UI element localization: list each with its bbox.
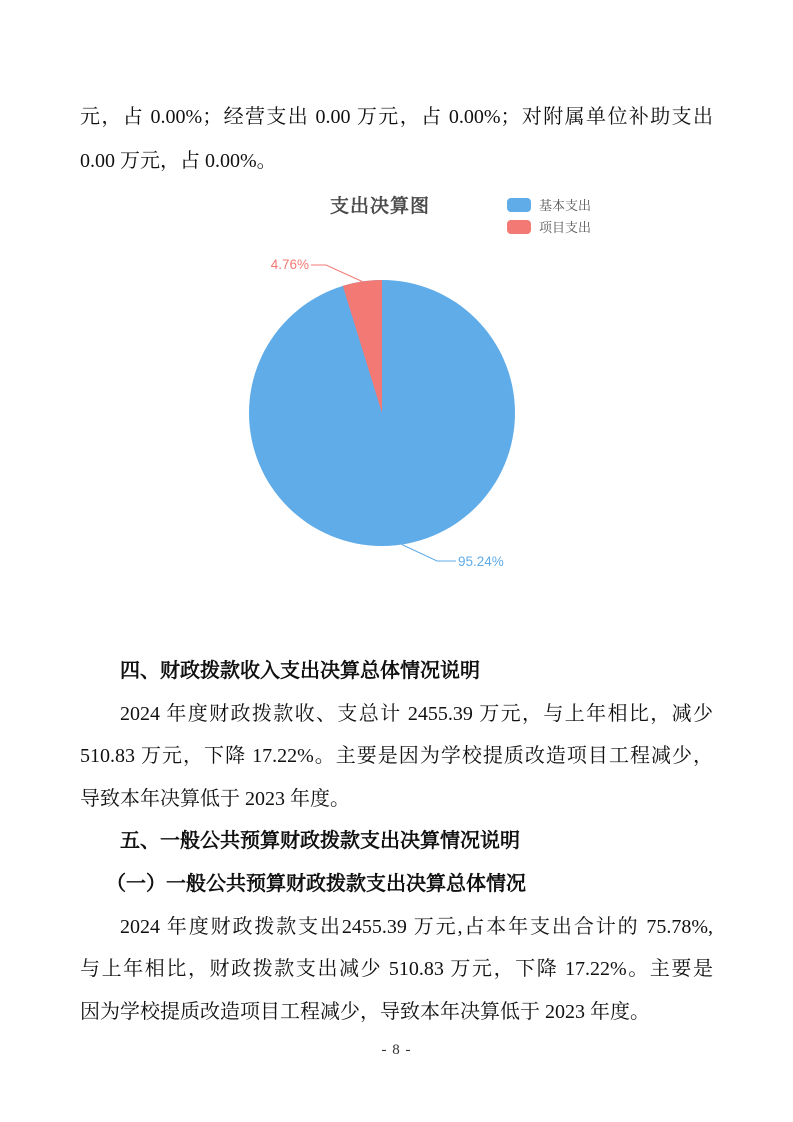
legend-label-project: 项目支出 <box>539 220 592 235</box>
section5-heading: 五、一般公共预算财政拨款支出决算情况说明 <box>120 830 520 853</box>
section4-line-2: 510.83 万元，下降 17.22%。主要是因为学校提质改造项目工程减少， <box>80 745 713 768</box>
legend-swatch-project-icon <box>507 220 531 234</box>
pie-label-project: 4.76% <box>270 257 309 272</box>
section4-heading: 四、财政拨款收入支出决算总体情况说明 <box>120 660 480 682</box>
label-line-basic <box>402 545 456 562</box>
intro-paragraph <box>80 96 713 183</box>
legend-item-basic <box>507 196 591 213</box>
section5-subheading: （一）一般公共预算财政拨款支出决算总体情况 <box>106 872 526 895</box>
section5-line-1: 2024 年度财政拨款支出2455.39 万元,占本年支出合计的 75.78%, <box>120 915 713 938</box>
pie-label-basic: 95.24% <box>458 554 504 569</box>
intro-line-2: 0.00 万元，占 0.00%。 <box>80 149 277 172</box>
section5-line-3: 因为学校提质改造项目工程减少，导致本年决算低于 2023 年度。 <box>80 1000 650 1023</box>
legend-item-project <box>507 218 591 235</box>
section4-line-3: 导致本年决算低于 2023 年度。 <box>80 787 350 810</box>
chart-legend <box>507 196 591 240</box>
legend-label-basic: 基本支出 <box>539 198 592 213</box>
main-text <box>80 650 713 1033</box>
section5-line-2: 与上年相比，财政拨款支出减少 510.83 万元，下降 17.22%。主要是 <box>80 958 713 981</box>
chart-title: 支出决算图 <box>330 196 431 217</box>
label-line-project <box>311 265 362 282</box>
expenditure-pie-chart <box>230 250 560 580</box>
intro-line-1: 元，占 0.00%；经营支出 0.00 万元，占 0.00%；对附属单位补助支出 <box>80 106 713 128</box>
page-number: - 8 - <box>381 1042 412 1058</box>
legend-swatch-basic-icon <box>507 198 531 212</box>
section4-line-1: 2024 年度财政拨款收、支总计 2455.39 万元，与上年相比，减少 <box>120 702 713 725</box>
